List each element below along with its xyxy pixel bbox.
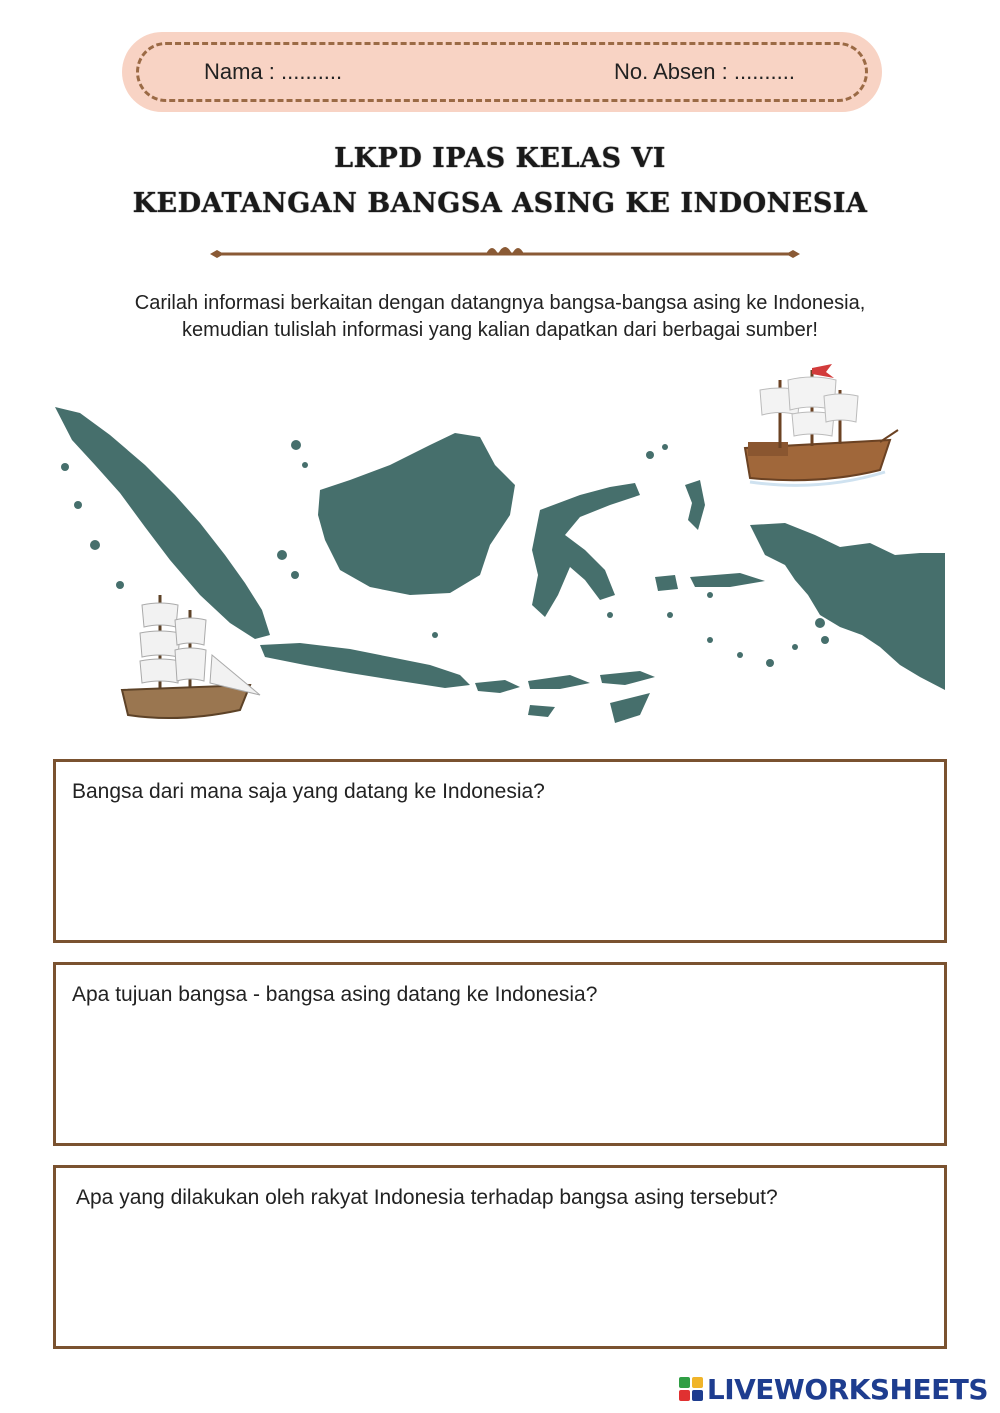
liveworksheets-brand[interactable] [679, 1372, 988, 1406]
name-field-label: Nama : .......... [204, 59, 343, 84]
ornament-divider-icon [210, 240, 800, 266]
question-box-2 [53, 962, 947, 1146]
question-1-text: Bangsa dari mana saja yang datang ke Indonesia? [72, 780, 545, 803]
answer-3-field[interactable] [72, 1224, 928, 1334]
student-info-pill [122, 32, 882, 112]
indonesia-map-illustration [50, 355, 950, 745]
island-timor [610, 693, 650, 723]
absen-field-label: No. Absen : .......... [614, 59, 795, 84]
question-3-text: Apa yang dilakukan oleh rakyat Indonesia terhadap bangsa asing tersebut? [76, 1186, 778, 1209]
island-papua [750, 523, 945, 690]
brand-text: LIVEWORKSHEETS [706, 1372, 988, 1406]
instruction-line-2: kemudian tulislah informasi yang kalian dapatkan dari berbagai sumber! [182, 319, 818, 341]
island-nusa-3 [600, 671, 655, 685]
question-box-3 [53, 1165, 947, 1349]
island-nusa-2 [528, 675, 590, 689]
instruction-line-1: Carilah informasi berkaitan dengan datangnya bangsa-bangsa asing ke Indonesia, [134, 292, 866, 314]
answer-1-field[interactable] [72, 818, 928, 928]
liveworksheets-logo-icon [679, 1377, 703, 1401]
question-2-text: Apa tujuan bangsa - bangsa asing datang ke Indonesia? [72, 983, 598, 1006]
galleon-ship-icon [745, 364, 898, 485]
question-box-1 [53, 759, 947, 943]
island-seram [690, 573, 765, 587]
island-buru [655, 575, 678, 591]
island-sumba [528, 705, 555, 717]
worksheet-title: LKPD IPAS KELAS VI [334, 143, 666, 174]
instruction-text [40, 290, 960, 344]
island-sulawesi [532, 483, 640, 617]
answer-2-field[interactable] [72, 1021, 928, 1131]
island-java [260, 643, 470, 688]
island-nusa-1 [475, 680, 520, 693]
worksheet-subtitle: KEDATANGAN BANGSA ASING KE INDONESIA [132, 188, 868, 219]
island-kalimantan [318, 433, 515, 595]
island-halmahera [685, 480, 705, 530]
